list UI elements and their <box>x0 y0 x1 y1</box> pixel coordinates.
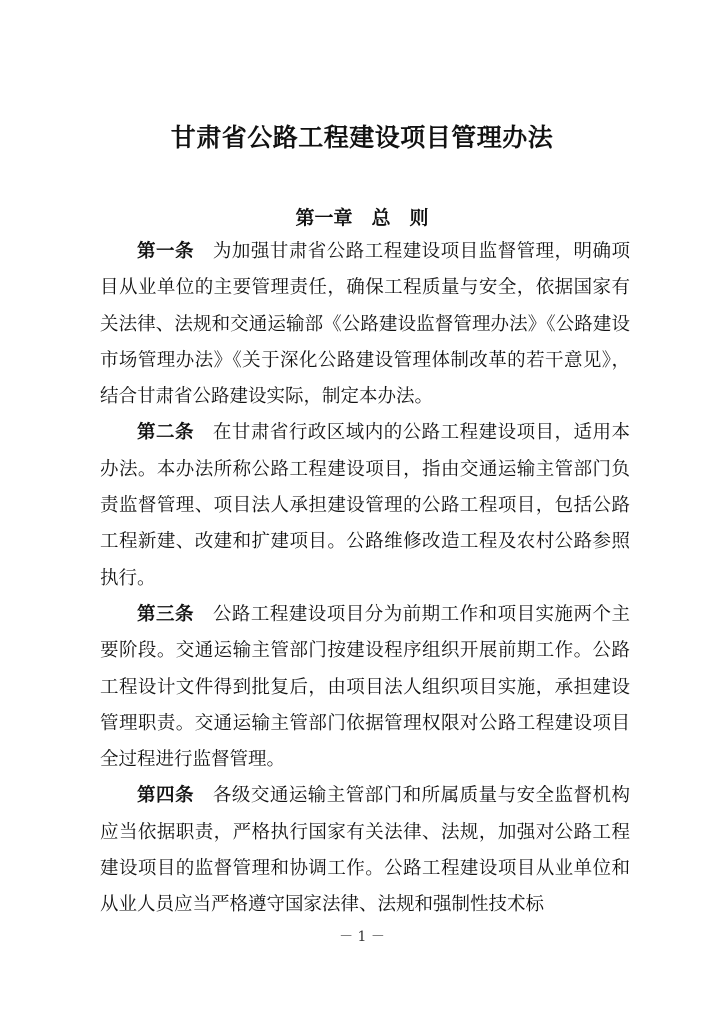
article-paragraph <box>100 778 630 923</box>
document-body <box>100 234 630 924</box>
article-text: 公路工程建设项目分为前期工作和项目实施两个主要阶段。交通运输主管部门按建设程序组织开展前期工作。公路工程设计文件得到批复后，由项目法人组织项目实施，承担建设管理职责。交通运输主管部门依据管理权限对公路工程建设项目全过程进行监督管理。 <box>100 603 630 771</box>
article-label: 第一条 <box>137 241 194 262</box>
article-label: 第三条 <box>137 603 194 625</box>
article-paragraph <box>100 415 630 596</box>
document-title: 甘肃省公路工程建设项目管理办法 <box>170 123 554 152</box>
page-number: － 1 － <box>339 929 385 945</box>
article-label: 第二条 <box>137 422 194 444</box>
article-text: 为加强甘肃省公路工程建设项目监督管理，明确项目从业单位的主要管理责任，确保工程质量与安全，依据国家有关法律、法规和交通运输部《公路建设监督管理办法》《公路建设市场管理办法》《关于深化公路建设管理体制改革的若干意见》，结合甘肃省公路建设实际，制定本办法。 <box>100 241 630 408</box>
article-paragraph <box>100 234 630 415</box>
article-label: 第四条 <box>137 785 194 807</box>
article-text: 各级交通运输主管部门和所属质量与安全监督机构应当依据职责，严格执行国家有关法律、法规，加强对公路工程建设项目的监督管理和协调工作。公路工程建设项目从业单位和从业人员应当严格遵守国家法律、法规和强制性技术标 <box>100 785 630 916</box>
article-text: 在甘肃省行政区域内的公路工程建设项目，适用本办法。本办法所称公路工程建设项目，指由交通运输主管部门负责监督管理、项目法人承担建设管理的公路工程项目，包括公路工程新建、改建和扩建项目。公路维修改造工程及农村公路参照执行。 <box>100 422 630 589</box>
chapter-heading: 第一章 总 则 <box>295 207 429 229</box>
article-paragraph <box>100 597 630 778</box>
